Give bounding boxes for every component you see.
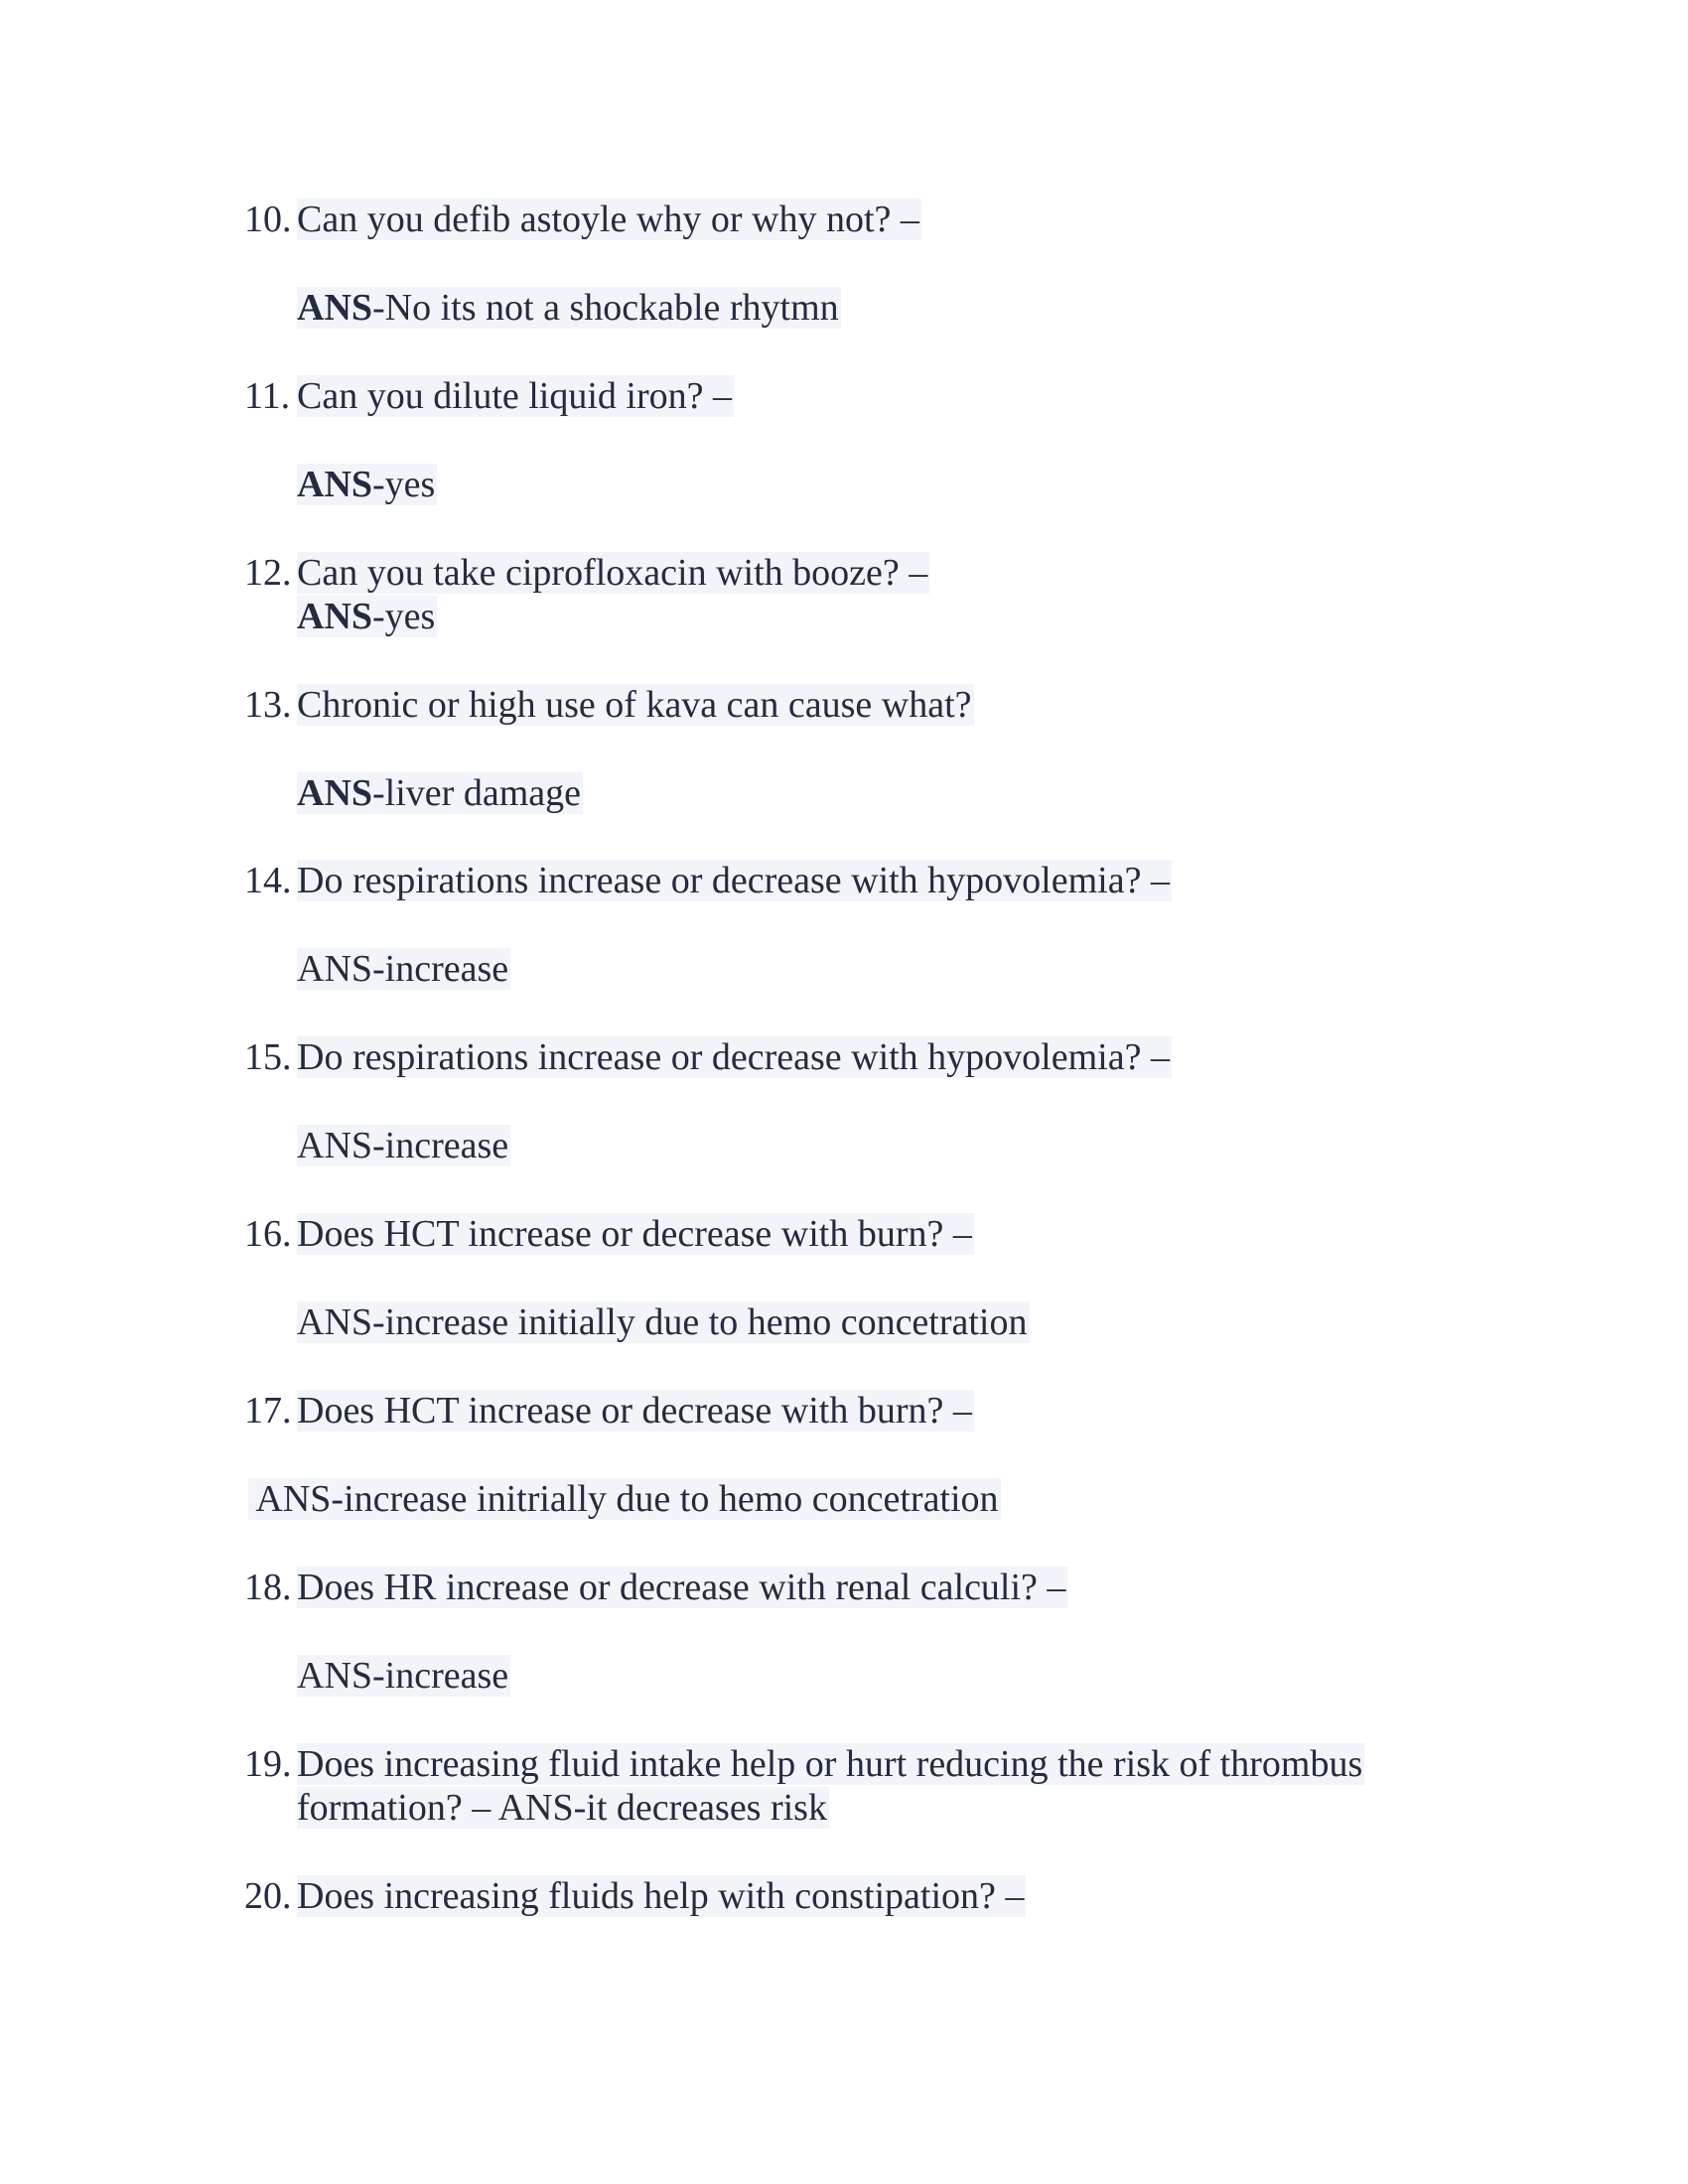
answer-text: ANS-increase	[297, 948, 509, 990]
answer-label: ANS	[297, 287, 373, 329]
answer-text: ANS-increase initially due to hemo concetration	[297, 1301, 1028, 1343]
question-text: Do respirations increase or decrease with hypovolemia? –	[297, 1036, 1170, 1078]
question-text: Does HCT increase or decrease with burn? –	[297, 1213, 972, 1255]
item-number: 20.	[244, 1875, 292, 1917]
question-text: Can you defib astoyle why or why not? –	[297, 199, 919, 240]
item-number: 15.	[244, 1036, 292, 1078]
answer-label: ANS	[297, 464, 373, 505]
question-text-line2: formation? – ANS-it decreases risk	[297, 1787, 827, 1829]
answer-text: ANS-increase	[297, 1655, 509, 1697]
answer-text: ANS-increase initrially due to hemo concetration	[248, 1478, 999, 1520]
answer-10	[297, 285, 841, 331]
answer-label: ANS	[297, 596, 373, 637]
question-text-line1: Does increasing fluid intake help or hurt reducing the risk of thrombus	[297, 1743, 1363, 1785]
item-number: 12.	[244, 552, 292, 594]
question-text: Chronic or high use of kava can cause what?	[297, 684, 972, 726]
answer-15	[297, 1123, 510, 1168]
answer-label: ANS	[297, 772, 373, 814]
item-number: 11.	[244, 375, 291, 417]
question-text: Does increasing fluids help with constipation? –	[297, 1875, 1025, 1917]
answer-text: ANS-increase	[297, 1125, 509, 1166]
item-number: 14.	[244, 860, 292, 901]
answer-17	[248, 1476, 1001, 1522]
item-number: 16.	[244, 1213, 292, 1255]
item-number: 10.	[244, 199, 292, 240]
question-text: Can you dilute liquid iron? –	[297, 375, 733, 417]
answer-text: -liver damage	[372, 772, 581, 814]
item-number: 13.	[244, 684, 292, 726]
question-text: Does HCT increase or decrease with burn? –	[297, 1390, 972, 1432]
answer-12	[297, 594, 437, 639]
answer-text: -No its not a shockable rhytmn	[372, 287, 839, 329]
answer-14	[297, 946, 510, 992]
question-text: Do respirations increase or decrease with hypovolemia? –	[297, 860, 1170, 901]
item-number: 18.	[244, 1567, 292, 1608]
answer-text: -yes	[372, 464, 436, 505]
answer-text: -yes	[372, 596, 436, 637]
answer-11	[297, 462, 437, 507]
answer-13	[297, 770, 583, 816]
question-text: Does HR increase or decrease with renal calculi? –	[297, 1567, 1066, 1608]
question-text: Can you take ciprofloxacin with booze? –	[297, 552, 928, 594]
item-number: 17.	[244, 1390, 292, 1432]
item-number: 19.	[244, 1743, 292, 1785]
answer-18	[297, 1653, 510, 1699]
answer-16	[297, 1299, 1030, 1345]
